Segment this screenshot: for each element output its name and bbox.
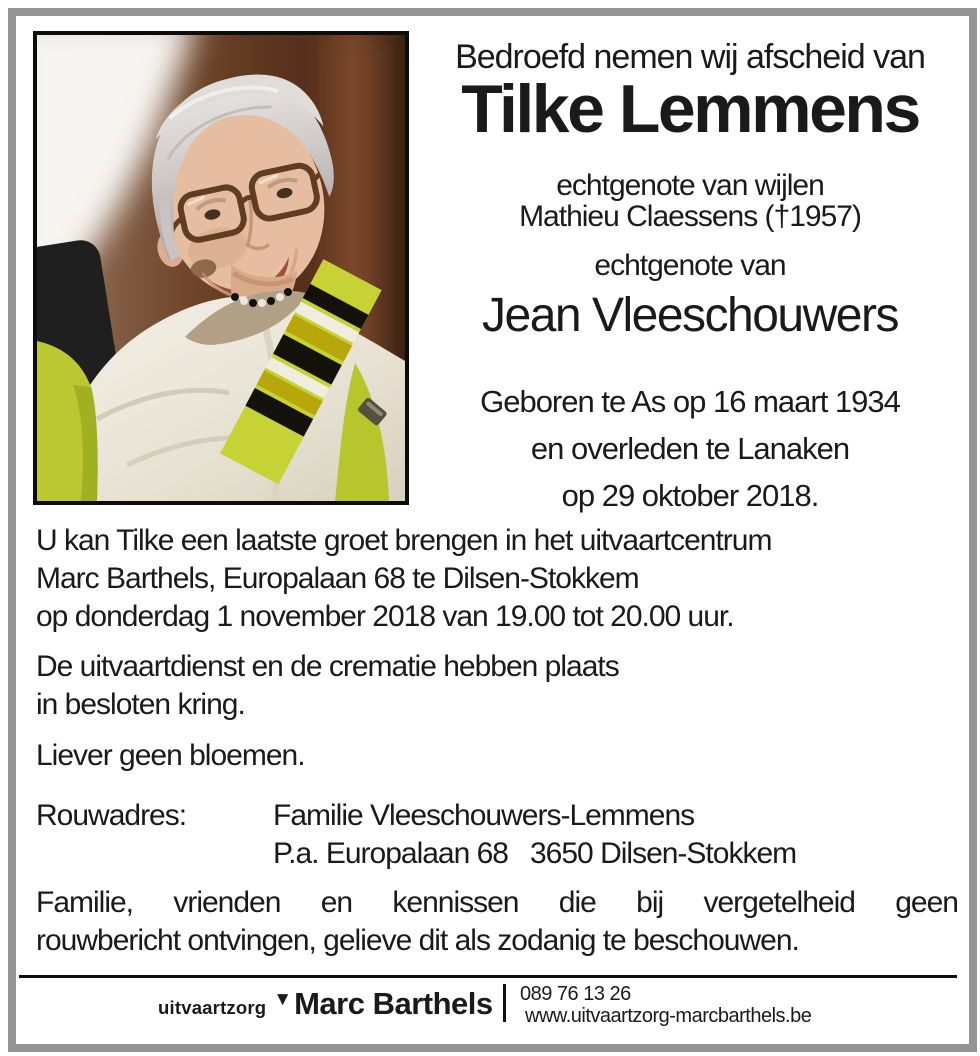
footer-vertical-bar <box>503 984 506 1022</box>
service-paragraph <box>36 648 958 724</box>
second-marriage-line: echtgenote van <box>594 249 786 282</box>
mourning-address-label: Rouwadres: <box>36 799 187 832</box>
first-marriage-line2: Mathieu Claessens (†1957) <box>519 200 861 233</box>
service-line1: De uitvaartdienst en de crematie hebben plaats <box>36 650 619 683</box>
brand-prefix: uitvaartzorg <box>158 997 267 1018</box>
phone-number: 089 76 13 26 <box>520 983 631 1005</box>
mourning-address-line1: Familie Vleeschouwers-Lemmens <box>273 799 695 832</box>
mourning-address-line2: P.a. Europalaan 68 3650 Dilsen-Stokkem <box>273 837 797 870</box>
second-marriage-name: Jean Vleeschouwers <box>482 289 898 342</box>
died-line1: en overleden te Lanaken <box>530 431 850 466</box>
portrait-illustration <box>37 35 405 501</box>
contact-info <box>520 983 811 1027</box>
mourning-address <box>36 797 958 873</box>
born-line: Geboren te As op 16 maart 1934 <box>480 384 900 419</box>
deceased-name: Tilke Lemmens <box>461 71 919 147</box>
notice-line1: Familie, vrienden en kennissen die bij vergetelheid geen <box>36 886 958 919</box>
portrait-photo <box>33 31 409 505</box>
website-url: www.uitvaartzorg-marcbarthels.be <box>525 1005 812 1027</box>
first-marriage-line1: echtgenote van wijlen <box>556 169 824 202</box>
visitation-line2: Marc Barthels, Europalaan 68 te Dilsen-Stokkem <box>36 562 639 595</box>
mourning-address-value <box>273 797 796 873</box>
died-line2: op 29 oktober 2018. <box>561 478 819 513</box>
first-marriage <box>418 170 962 232</box>
flowers-paragraph: Liever geen bloemen. <box>36 739 305 772</box>
funeral-home-logo <box>158 986 493 1026</box>
intro-line: Bedroefd nemen wij afscheid van <box>455 38 925 76</box>
visitation-paragraph <box>36 522 958 636</box>
service-line2: in besloten kring. <box>36 688 245 721</box>
visitation-line3: op donderdag 1 november 2018 van 19.00 tot 20.00 uur. <box>36 600 734 633</box>
triangle-logo-icon: ▼ <box>273 989 293 1010</box>
notice-paragraph <box>36 884 958 960</box>
notice-line2: rouwbericht ontvingen, gelieve dit als zodanig te beschouwen. <box>36 924 799 957</box>
brand-name: Marc Barthels <box>294 986 493 1021</box>
visitation-line1: U kan Tilke een laatste groet brengen in het uitvaartcentrum <box>36 524 772 557</box>
footer-divider-rule <box>19 975 957 978</box>
birth-death-dates <box>418 378 962 519</box>
